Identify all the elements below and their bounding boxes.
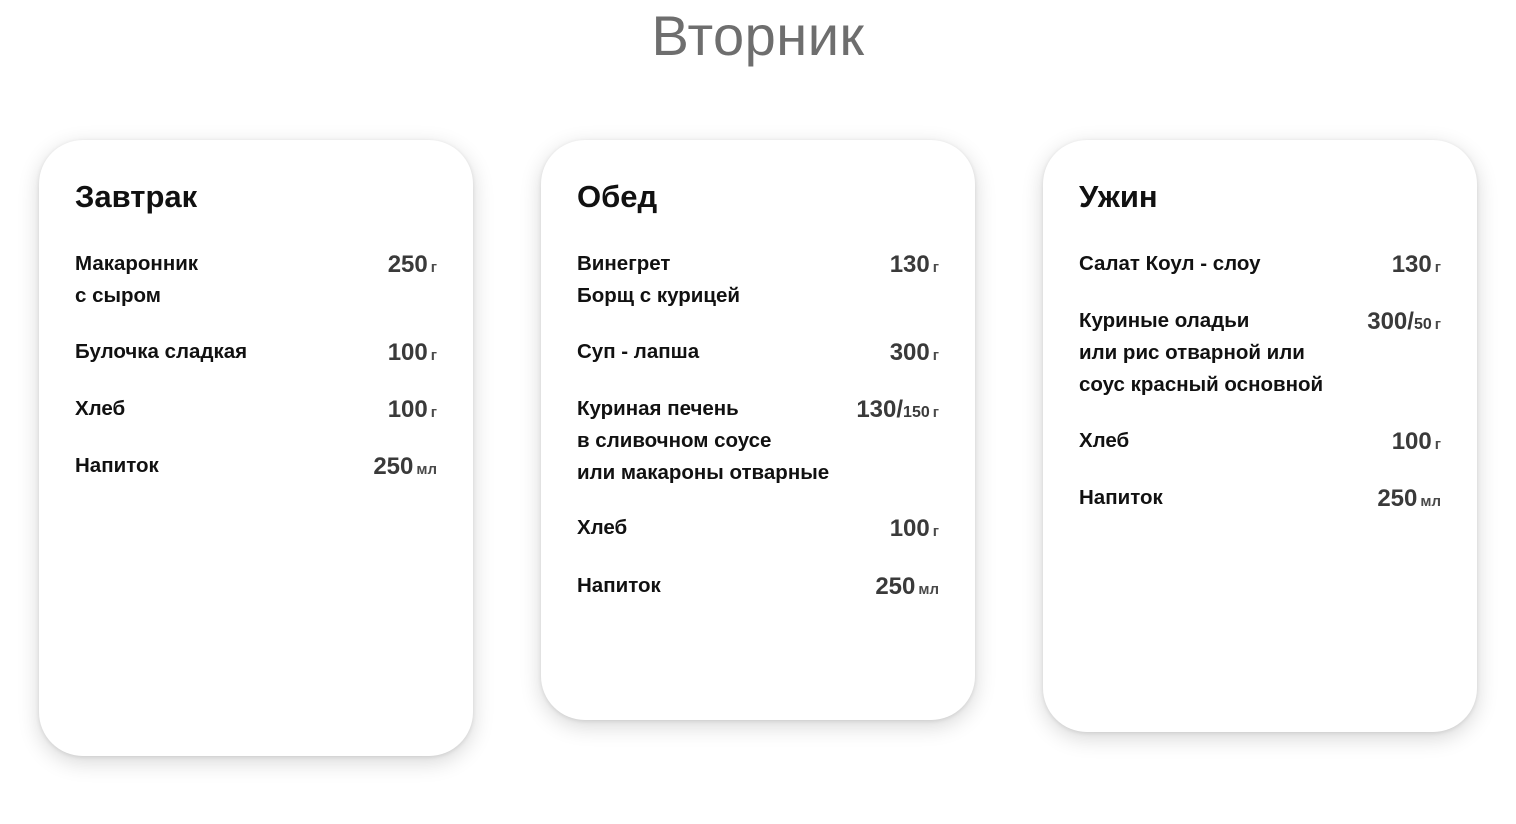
meal-items-list <box>75 248 437 484</box>
meal-item-name <box>75 450 373 482</box>
meal-card-dinner <box>1043 140 1477 732</box>
meal-item-name <box>577 336 890 368</box>
meal-item-name <box>577 393 856 488</box>
meal-item-name <box>1079 482 1377 514</box>
meal-item-unit: мл <box>1420 493 1441 511</box>
meal-item-name <box>1079 425 1392 457</box>
meal-item-name-line: Борщ с курицей <box>577 283 740 307</box>
meal-item-amount: 250 г <box>387 251 437 279</box>
meal-item-name-line: Хлеб <box>1079 428 1130 452</box>
meal-item-unit: г <box>1434 259 1441 277</box>
meal-item-name-line: соус красный основной <box>1079 373 1324 397</box>
meal-item-name-line: Напиток <box>1079 486 1163 510</box>
meal-item-name-line: Напиток <box>577 573 661 597</box>
meal-item-unit: г <box>1434 316 1441 334</box>
meal-item <box>577 248 939 312</box>
meal-items-list <box>1079 248 1441 515</box>
meal-item-amount: 130 г <box>889 251 939 279</box>
meal-item-unit: г <box>932 259 939 277</box>
meal-item <box>1079 248 1441 281</box>
meal-item-amount: 100 г <box>1391 427 1441 455</box>
meal-item <box>577 570 939 603</box>
meal-item-name-line: Салат Коул - слоу <box>1079 252 1261 276</box>
meal-item-name <box>1079 248 1392 280</box>
meal-item-name <box>1079 305 1367 400</box>
meal-item <box>75 393 437 426</box>
meal-item-amount: 100 г <box>387 338 437 366</box>
meal-item-name-line: Хлеб <box>75 397 126 421</box>
meal-item-unit: мл <box>918 580 939 598</box>
meal-item <box>1079 482 1441 515</box>
meal-item-name <box>577 248 890 312</box>
meal-item <box>1079 305 1441 400</box>
meal-item-name-line: Суп - лапша <box>577 339 700 363</box>
meal-item-name <box>577 570 875 602</box>
meal-item-unit: г <box>932 404 939 422</box>
meal-item-amount: 100 г <box>889 515 939 543</box>
meal-item <box>75 336 437 369</box>
meal-item <box>577 393 939 488</box>
meal-item-name-line: Куриная печень <box>577 397 739 421</box>
meal-item-name-line: Винегрет <box>577 252 671 276</box>
meal-card-breakfast <box>39 140 473 756</box>
meal-item-name-line: Напиток <box>75 454 159 478</box>
meal-item-name-line: Хлеб <box>577 516 628 540</box>
meal-item-name-line: или рис отварной или <box>1079 341 1305 365</box>
meal-item-name-line: или макароны отварные <box>577 460 830 484</box>
meal-item-unit: мл <box>416 461 437 479</box>
meal-item-unit: г <box>430 404 437 422</box>
meal-item-unit: г <box>1434 435 1441 453</box>
meal-item-unit: г <box>932 346 939 364</box>
meal-item-name-line: Куриные оладьи <box>1079 309 1250 333</box>
meal-item-amount: 100 г <box>387 396 437 424</box>
meal-item-name <box>577 512 890 544</box>
meal-item-name-line: в сливочном соусе <box>577 428 772 452</box>
meal-item-unit: г <box>430 259 437 277</box>
menu-cards-row <box>0 140 1516 756</box>
meal-item-name-line: Булочка сладкая <box>75 339 248 363</box>
meal-item-amount: 250 мл <box>1377 485 1441 513</box>
meal-item-amount: 250 мл <box>373 453 437 481</box>
meal-item-amount: 300/50 г <box>1367 308 1441 336</box>
meal-item-name <box>75 393 388 425</box>
meal-item-amount: 300 г <box>889 338 939 366</box>
meal-item <box>577 336 939 369</box>
meal-item <box>75 248 437 312</box>
meal-item-name <box>75 248 388 312</box>
meal-item-name <box>75 336 388 368</box>
meal-card-title: Обед <box>577 179 658 214</box>
meal-item-name-line: с сыром <box>75 283 161 307</box>
meal-card-title: Завтрак <box>75 179 198 214</box>
meal-card-title: Ужин <box>1079 179 1158 214</box>
meal-item-unit: г <box>430 346 437 364</box>
meal-item-amount: 130 г <box>1391 251 1441 279</box>
meal-item-amount-secondary: 50 <box>1413 316 1432 334</box>
meal-item-name-line: Макаронник <box>75 252 199 276</box>
meal-item-amount-secondary: 150 <box>903 404 930 422</box>
meal-item-amount: 250 мл <box>875 572 939 600</box>
meal-item <box>1079 425 1441 458</box>
meal-card-lunch <box>541 140 975 720</box>
meal-item <box>75 450 437 483</box>
meal-items-list <box>577 248 939 603</box>
page-title: Вторник <box>651 4 865 67</box>
meal-item-amount: 130/150 г <box>856 396 939 424</box>
meal-item-unit: г <box>932 523 939 541</box>
meal-item <box>577 512 939 545</box>
